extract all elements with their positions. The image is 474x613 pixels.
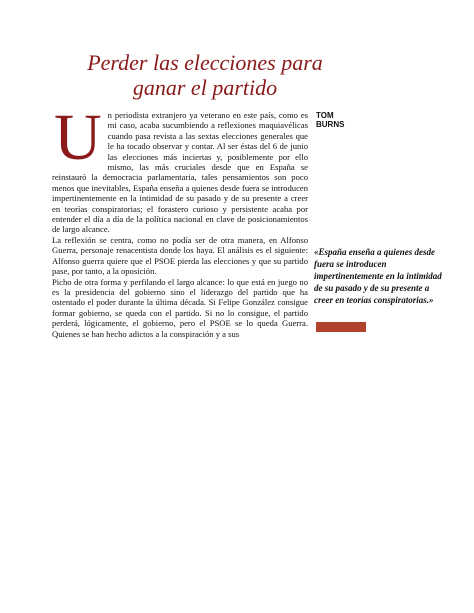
- title-line-1: Perder las elecciones para: [87, 50, 323, 75]
- paragraph-3: Picho de otra forma y perfilando el largo alcance: lo que está en juego no es la presidencia del gobierno sino el liderazgo del partido que ha ostentado el poder durante la última década. Si Felipe González consigue formar gobierno, se queda con el partido. Si no lo consigue, el partido perderá, lógicamente, el gobierno, pero el PSOE se lo queda Guerra. Quienes se han hecho adictos a la conspiración y a sus: [52, 276, 308, 339]
- article-title: [60, 50, 350, 100]
- article-body: [52, 101, 308, 339]
- author-first-name: TOM: [316, 111, 334, 120]
- author-byline: [316, 111, 396, 129]
- paragraph-1: n periodista extranjero ya veterano en este país, como es mi caso, acaba sucumbiendo a reflexiones maquiavélicas cuando pasa revista a las sextas elecciones generales que le ha tocado observar y contar. Al ser éstas del 6 de junio las elecciones más inciertas y, posiblemente por ello mismo, las más cruciales desde que en España se reinstauró la democracia parlamentaria, tales pensamientos son poco menos que inevitables, España enseña a quienes desde fuera se introducen impertinentemente en la intimidad de su pasado y de su presente a creer en teorías conspiratorias; el forastero curioso y persistente acaba por entender el día a día de la política nacional en clave de posicionamientos de largo alcance.: [52, 110, 308, 235]
- drop-cap: U: [54, 101, 102, 174]
- pull-quote-accent-bar: [316, 322, 366, 332]
- title-line-2: ganar el partido: [132, 75, 278, 100]
- pull-quote: «España enseña a quienes desde fuera se introducen impertinentemente en la intimidad de su pasado y de su presente a creer en teorías conspiratorias.»: [314, 247, 442, 305]
- paragraph-2: La reflexión se centra, como no podía ser de otra manera, en Alfonso Guerra, personaje renacentista donde los haya. El análisis es el siguiente: Alfonso guerra quiere que el PSOE pierda las elecciones y que su partido pase, por tanto, a la oposición.: [52, 234, 308, 277]
- author-last-name: BURNS: [316, 120, 345, 129]
